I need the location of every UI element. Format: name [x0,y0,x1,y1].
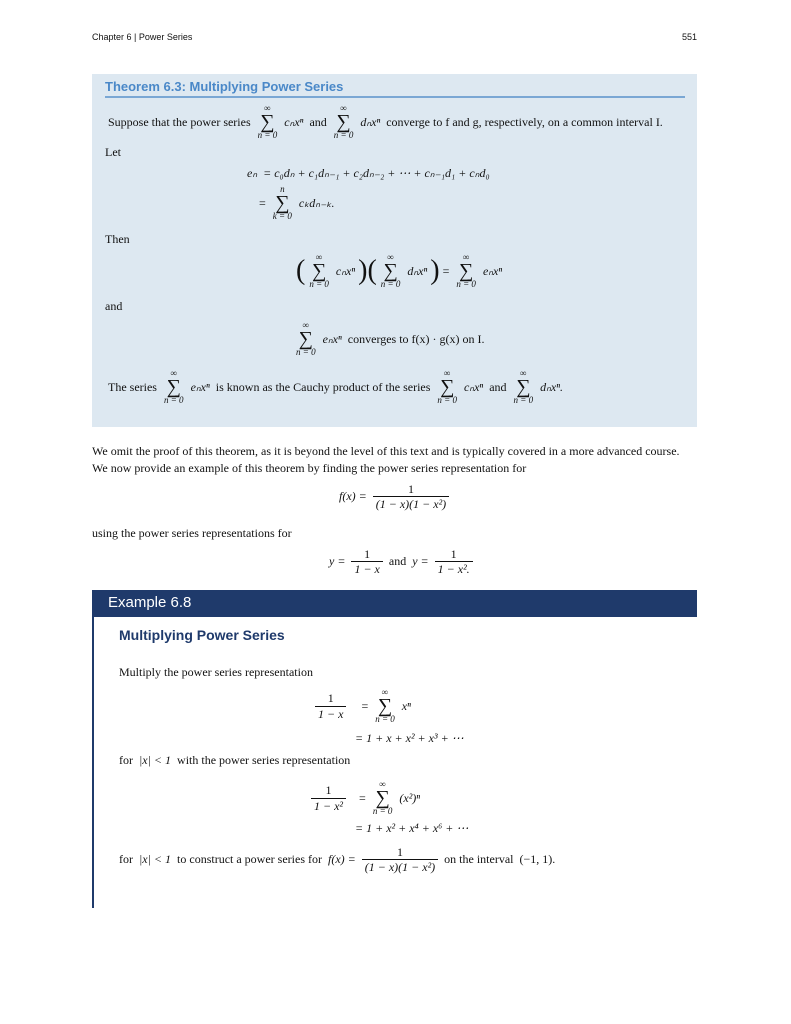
sigma: ∑ [383,260,398,282]
summation [296,321,316,357]
lower-limit: n = 0 [333,130,354,140]
sigma: ∑ [516,376,531,398]
equals: = [361,698,369,713]
convergence-statement [292,321,488,357]
denominator: (1 − x)(1 − x²) [373,496,449,511]
text: for [119,753,133,767]
term: cₙxⁿ [463,379,484,394]
sigma: ∑ [375,787,390,809]
lower-limit: n = 0 [309,279,329,289]
equals: = [442,263,450,278]
summation [373,780,393,816]
lower-limit: n = 0 [380,279,401,289]
term: eₙxⁿ [190,379,210,394]
lower-limit: n = 0 [513,395,534,405]
sigma: ∑ [377,695,393,717]
text: to construct a power series for [177,852,322,867]
summation [381,253,401,289]
sigma: ∑ [311,260,327,282]
geometric-series-1 [312,688,414,724]
text: on the interval [444,852,514,867]
sigma: ∑ [275,192,290,214]
using-text: using the power series representations for [92,526,292,540]
fraction [373,482,449,512]
equals: = [359,790,366,805]
and-label: and [105,299,123,313]
summation [437,369,457,405]
example-intro: Multiply the power series representation [119,665,313,679]
numerator: 1 [407,482,414,496]
equals: = [259,195,266,210]
page-number: 551 [681,32,697,42]
summation [456,253,476,289]
paragraph-line2: We now provide an example of this theorem by finding the power series representation for [92,461,527,475]
geometric-series-2 [308,780,423,816]
en-definition-line1 [244,166,493,181]
sigma: ∑ [459,260,474,282]
sigma: ∑ [440,376,455,398]
lower-limit: n = 0 [437,395,457,405]
text: with the power series representation [177,753,351,767]
paren: ( [367,255,377,286]
upper-limit: ∞ [462,252,470,262]
upper-limit: ∞ [315,252,323,262]
series-expansion-1: = 1 + x + x² + x³ + ⋯ [355,731,464,745]
cauchy-product-statement [105,369,566,405]
summation [164,369,184,405]
lower-limit: n = 0 [163,395,184,405]
text: Suppose that the power series [108,114,251,129]
upper-limit: ∞ [381,687,389,697]
text: is known as the Cauchy product of the series [215,379,431,394]
text: and [489,379,507,394]
term: eₙ [247,166,258,180]
fraction [435,547,473,577]
numerator: 1 [396,845,403,859]
paragraph-line1: We omit the proof of this theorem, as it is beyond the level of this text and is typically covered in a more advanced course. [92,444,680,458]
cauchy-product-equation [296,253,505,289]
interval: (−1, 1). [519,852,556,867]
fraction [351,547,382,577]
lower-limit: n = 0 [372,806,393,816]
chapter-header: Chapter 6 | Power Series [92,32,193,42]
paren: ) [358,255,368,286]
term: dₙxⁿ [407,263,428,278]
numerator: 1 [364,547,371,561]
term: eₙxⁿ [482,263,503,278]
upper-limit: ∞ [520,368,527,378]
text: and [309,114,327,129]
upper-limit: n [280,184,285,194]
sigma: ∑ [260,111,275,133]
sigma: ∑ [166,376,181,398]
theorem-title-rule [105,96,685,98]
lower-limit: n = 0 [456,279,476,289]
summation [309,253,329,289]
text: converges to f(x) · g(x) on I. [347,331,485,346]
condition: |x| < 1 [139,852,172,867]
upper-limit: ∞ [264,103,271,113]
term: xⁿ [401,698,411,713]
condition-line-1 [119,753,350,768]
lower-limit: n = 0 [375,714,395,724]
component-functions [326,547,476,577]
denominator: 1 − x [351,561,382,576]
numerator: 1 [325,783,332,798]
summation [375,688,395,724]
denominator: 1 − x². [435,561,473,576]
numerator: 1 [450,547,457,561]
example-label: Example 6.8 [108,594,192,611]
text: The series [108,379,157,394]
theorem-statement [105,104,666,140]
paren: ( [296,255,306,286]
sigma: ∑ [336,111,351,133]
example-subtitle: Multiplying Power Series [119,627,285,643]
term: (x²)ⁿ [399,790,421,805]
text: and [388,554,407,569]
fraction [311,783,346,813]
theorem-title: Theorem 6.3: Multiplying Power Series [105,79,344,94]
upper-limit: ∞ [340,103,347,113]
lhs: f(x) = [327,852,356,867]
upper-limit: ∞ [443,368,451,378]
fraction [315,691,346,721]
upper-limit: ∞ [379,779,386,789]
term: eₙxⁿ [322,331,342,346]
let-label: Let [105,145,121,159]
en-definition-line2 [256,185,338,221]
series-expansion-2: = 1 + x² + x⁴ + x⁶ + ⋯ [355,821,469,835]
upper-limit: ∞ [387,252,394,262]
numerator: 1 [327,691,334,706]
summation [334,104,354,140]
text: for [119,852,133,867]
upper-limit: ∞ [170,368,177,378]
target-function [336,482,452,512]
term: = c₀dₙ + c₁dₙ₋₁ + c₂dₙ₋₂ + ⋯ + cₙ₋₁d₁ + cₙd₀ [263,166,490,180]
summation [258,104,278,140]
sigma: ∑ [298,328,313,350]
construct-line [119,845,558,875]
text: converge to f and g, respectively, on a common interval I. [386,114,663,129]
upper-limit: ∞ [302,320,309,330]
lower-limit: n = 0 [296,347,316,357]
paren: ) [430,255,440,286]
lhs: f(x) = [339,489,367,504]
term: cₙxⁿ [335,263,356,278]
term: cₙxⁿ [284,114,304,129]
lhs: y = [412,554,429,569]
summation [514,369,534,405]
lower-limit: n = 0 [257,130,278,140]
term: dₙxⁿ [360,114,381,129]
summation [273,185,292,221]
fraction [362,845,438,875]
example-left-border [92,617,94,908]
term: dₙxⁿ. [540,379,563,394]
denominator: 1 − x² [311,798,346,813]
condition: |x| < 1 [139,753,172,767]
denominator: (1 − x)(1 − x²) [362,859,438,874]
denominator: 1 − x [315,706,346,721]
term: cₖdₙ₋ₖ. [298,195,335,210]
then-label: Then [105,232,130,246]
lower-limit: k = 0 [272,211,292,221]
lhs: y = [329,554,346,569]
